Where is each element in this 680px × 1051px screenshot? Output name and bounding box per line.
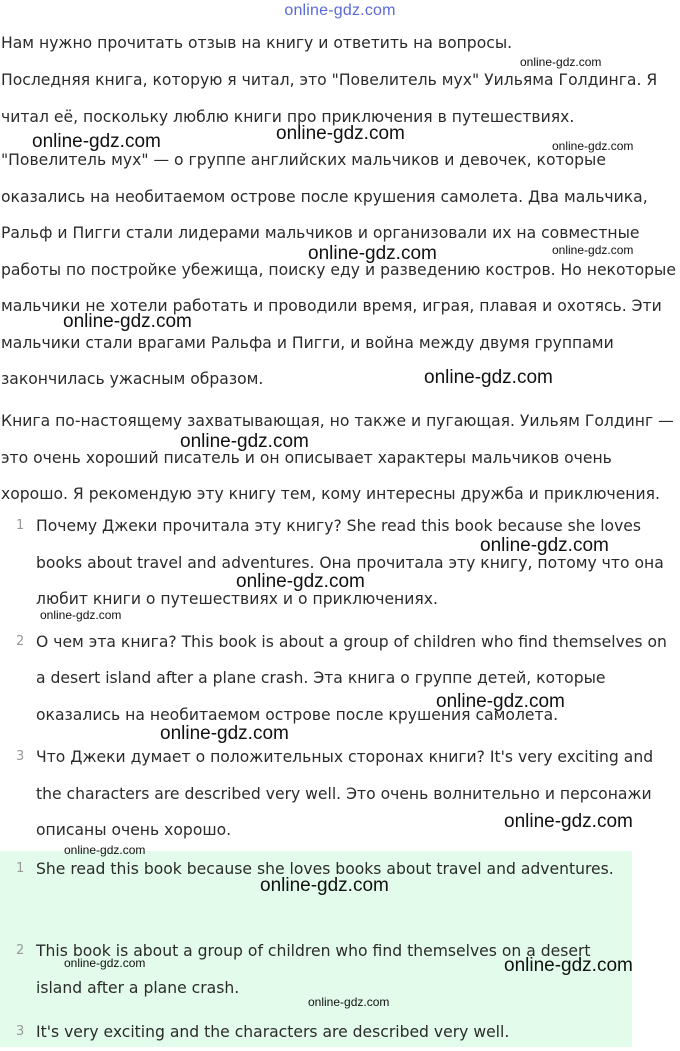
watermark: online-gdz.com	[160, 723, 289, 744]
watermark: online-gdz.com	[504, 955, 633, 976]
watermark: online-gdz.com	[236, 571, 365, 592]
watermark: online-gdz.com	[32, 131, 161, 152]
answer-text: She read this book because she loves books about travel and adventures.	[36, 860, 614, 878]
questions-list	[0, 508, 680, 855]
review-paragraph-1: Последняя книга, которую я читал, это "Повелитель мух" Уильяма Голдинга. Я читал её, поскольку люблю книги про приключения в путешествиях.	[1, 71, 658, 126]
question-item	[0, 508, 680, 618]
question-text: Почему Джеки прочитала эту книгу? She read this book because she loves books about travel and adventures. Она прочитала эту книгу, потому что она любит книги о путешествиях и о приключениях.	[36, 517, 664, 608]
site-header-link[interactable]: online-gdz.com	[284, 2, 396, 19]
question-number: 1	[16, 518, 25, 533]
question-number: 2	[16, 633, 25, 649]
watermark: online-gdz.com	[308, 243, 437, 264]
watermark: online-gdz.com	[64, 956, 146, 970]
watermark: online-gdz.com	[552, 139, 634, 153]
question-text: Что Джеки думает о положительных сторонах книги? It's very exciting and the characters are described very well. Это очень волнительно и персонажи описаны очень хорошо.	[36, 748, 654, 839]
question-text: О чем эта книга? This book is about a group of children who find themselves on a desert island after a plane crash. Эта книга о группе детей, которые оказались на необитаемом острове после крушения самолета.	[36, 632, 667, 724]
watermark: online-gdz.com	[552, 243, 634, 257]
answer-text: It's very exciting and the characters are described very well.	[36, 1023, 510, 1041]
watermark: online-gdz.com	[63, 311, 192, 332]
question-item	[0, 624, 680, 734]
watermark: online-gdz.com	[64, 843, 146, 857]
review-paragraph-3: Книга по-настоящему захватывающая, но также и пугающая. Уильям Голдинг — это очень хороший писатель и он описывает характеры мальчиков очень хорошо. Я рекомендую эту книгу тем, кому интересны дружба и приключения.	[1, 412, 674, 503]
question-number: 3	[16, 749, 25, 764]
review-paragraph-2: "Повелитель мух" — о группе английских мальчиков и девочек, которые оказались на необитаемом острове после крушения самолета. Два мальчика, Ральф и Пигги стали лидерами мальчиков и организовали их на совместные работы по постройке убежища, поиску еду и разведению костров. Но некоторые мальчики не хотели работать и проводили время, играя, плавая и охотясь. Эти мальчики стали врагами Ральфа и Пигги, и война между двумя группами закончилась ужасным образом.	[1, 151, 676, 388]
watermark: online-gdz.com	[504, 811, 633, 832]
watermark: online-gdz.com	[276, 123, 405, 144]
answer-item	[0, 1014, 636, 1051]
watermark: online-gdz.com	[40, 608, 122, 622]
answer-number: 1	[16, 861, 25, 876]
watermark: online-gdz.com	[260, 875, 389, 896]
watermark: online-gdz.com	[436, 691, 565, 712]
watermark: online-gdz.com	[424, 367, 553, 388]
intro-text: Нам нужно прочитать отзыв на книгу и ответить на вопросы.	[1, 34, 513, 52]
answer-text: This book is about a group of children who find themselves on a desert island after a plane crash.	[36, 942, 591, 997]
watermark: online-gdz.com	[520, 55, 602, 69]
answer-number: 2	[16, 943, 25, 958]
watermark: online-gdz.com	[480, 535, 609, 556]
answer-number: 3	[16, 1024, 25, 1039]
watermark: online-gdz.com	[308, 995, 390, 1009]
watermark: online-gdz.com	[180, 431, 309, 452]
